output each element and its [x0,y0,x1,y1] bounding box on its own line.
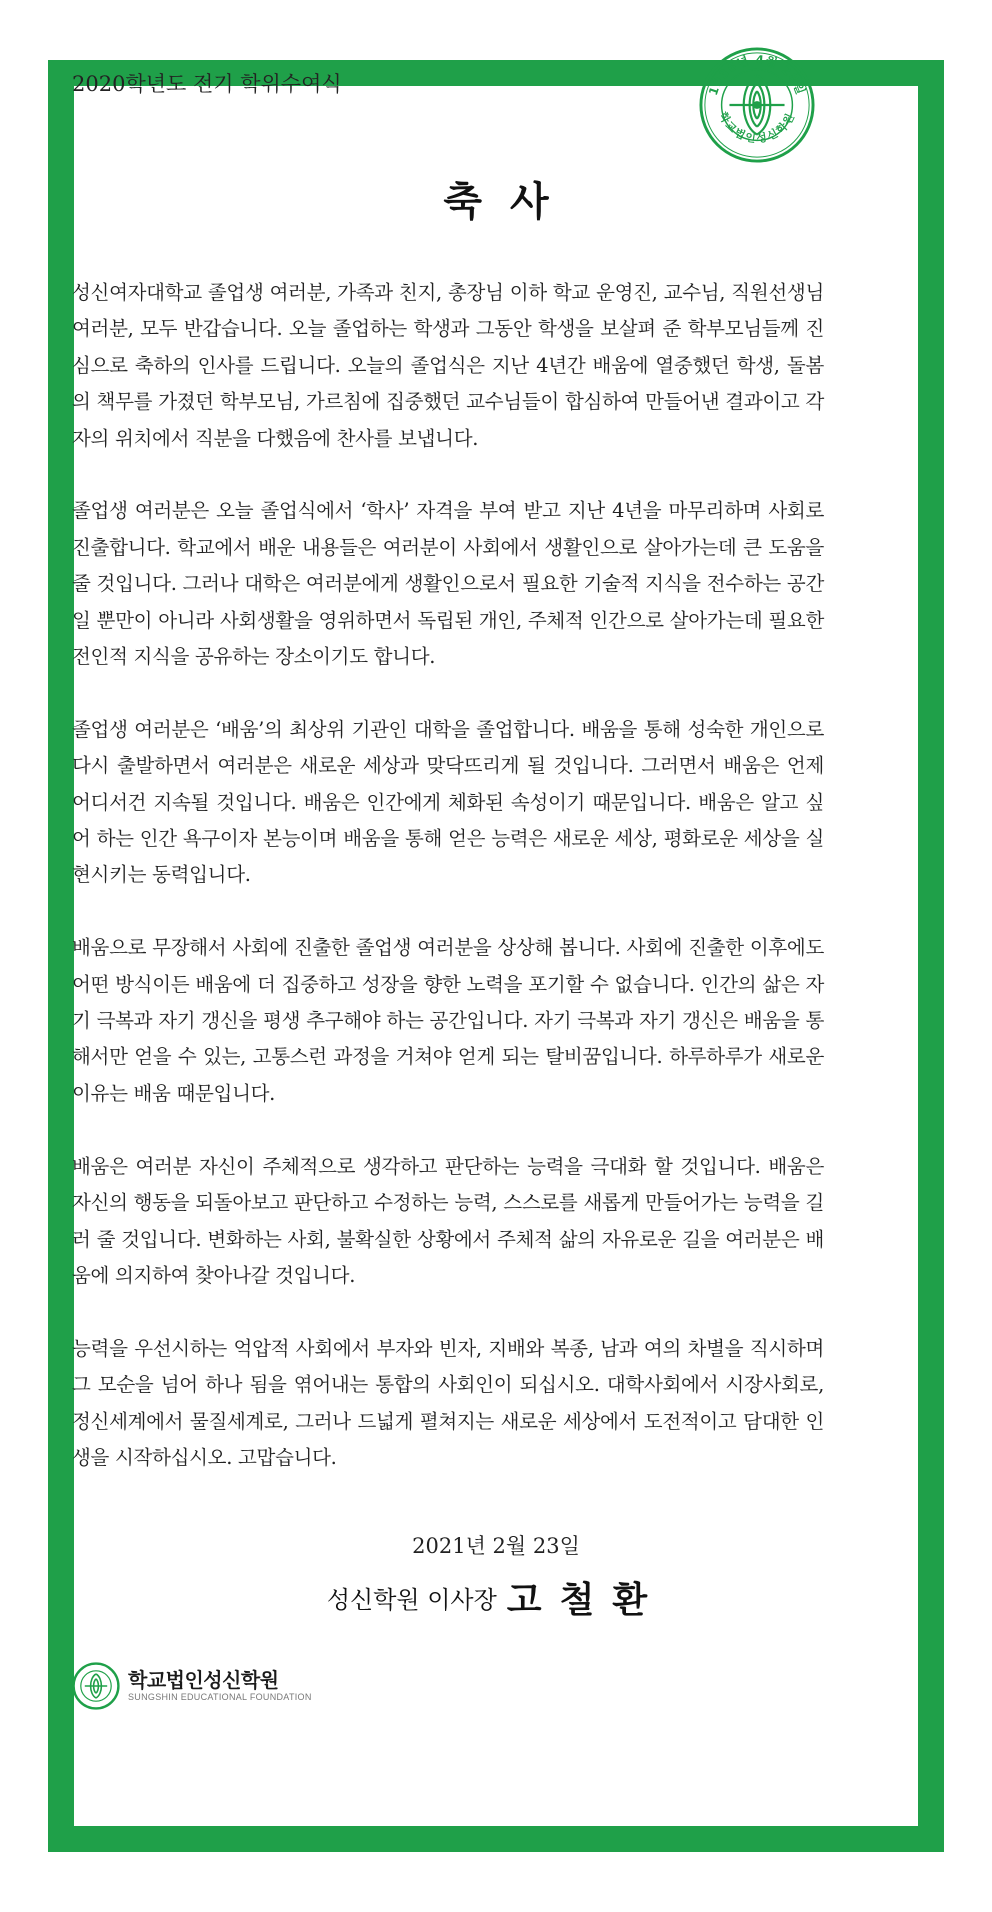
svg-text:학교법인성신학원 [716,109,798,146]
seal-ring-text: 1936년 4월 28일 [705,52,809,98]
signature-block [0,1572,992,1623]
ceremony-title: 2020학년도 전기 학위수여식 [72,72,342,96]
letter-body [72,275,824,1513]
footer-foundation-name: 학교법인성신학원 [128,1668,279,1692]
paragraph: 배움은 여러분 자신이 주체적으로 생각하고 판단하는 능력을 극대화 할 것입니다. 배움은 자신의 행동을 되돌아보고 판단하고 수정하는 능력, 스스로를 새롭게 만들어가는 능력을 길러 줄 것입니다. 변화하는 사회, 불확실한 상황에서 주체적 삶의 자유로운 길을 여러분은 배움에 의지하여 찾아나갈 것입니다. [72,1154,824,1287]
signer-name: 고철환 [506,1579,666,1621]
paragraph: 배움으로 무장해서 사회에 진출한 졸업생 여러분을 상상해 봅니다. 사회에 진출한 이후에도 어떤 방식이든 배움에 더 집중하고 성장을 향한 노력을 포기할 수 없습니다. 인간의 삶은 자기 극복과 자기 갱신을 평생 추구해야 하는 공간입니다. 자기 극복과 자기 갱신은 배움을 통해서만 얻을 수 있는, 고통스런 과정을 거쳐야 얻게 되는 탈비꿈입니다. 하루하루가 새로운 이유는 배움 때문입니다. [72,936,824,1105]
letter-date: 2021년 2월 23일 [412,1534,580,1558]
signer-role: 성신학원 이사장 [326,1586,497,1614]
seal-bottom-text: 학교법인성신학원 [716,109,798,146]
foundation-emblem-icon [72,1662,120,1710]
foundation-seal-icon [698,46,816,164]
paragraph: 능력을 우선시하는 억압적 사회에서 부자와 빈자, 지배와 복종, 남과 여의 차별을 직시하며 그 모순을 넘어 하나 됨을 엮어내는 통합의 사회인이 되십시오. 대학사회에서 시장사회로, 정신세계에서 물질세계로, 그러나 드넓게 펼쳐지는 새로운 세상에서 도전적이고 담대한 인생을 시작하십시오. 고맙습니다. [72,1336,824,1469]
svg-text:1936년 4월 28일 [706,53,808,98]
footer-foundation-english: SUNGSHIN EDUCATIONAL FOUNDATION [128,1692,312,1702]
paragraph: 졸업생 여러분은 ‘배움’의 최상위 기관인 대학을 졸업합니다. 배움을 통해 성숙한 개인으로 다시 출발하면서 여러분은 새로운 세상과 맞닥뜨리게 될 것입니다. 그러면서 배움은 언제 어디서건 지속될 것입니다. 배움은 인간에게 체화된 속성이기 때문입니다. 배움은 알고 싶어 하는 인간 욕구이자 본능이며 배움을 통해 얻은 능력은 새로운 세상, 평화로운 세상을 실현시키는 동력입니다. [72,717,824,887]
footer-logo [72,1662,312,1710]
document-heading: 축사 [443,178,577,225]
paragraph: 성신여자대학교 졸업생 여러분, 가족과 친지, 총장님 이하 학교 운영진, 교수님, 직원선생님 여러분, 모두 반갑습니다. 오늘 졸업하는 학생과 그동안 학생을 보살펴 준 학부모님들께 진심으로 축하의 인사를 드립니다. 오늘의 졸업식은 지난 4년간 배움에 열중했던 학생, 돌봄의 책무를 가졌던 학부모님, 가르침에 집중했던 교수님들이 합심하여 만들어낸 결과이고 각자의 위치에서 직분을 다했음에 찬사를 보냅니다. [72,281,824,450]
paragraph: 졸업생 여러분은 오늘 졸업식에서 ‘학사’ 자격을 부여 받고 지난 4년을 마무리하며 사회로 진출합니다. 학교에서 배운 내용들은 여러분이 사회에서 생활인으로 살아가는데 큰 도움을 줄 것입니다. 그러나 대학은 여러분에게 생활인으로서 필요한 기술적 지식을 전수하는 공간일 뿐만이 아니라 사회생활을 영위하면서 독립된 개인, 주체적 인간으로 살아가는데 필요한 전인적 지식을 공유하는 장소이기도 합니다. [72,499,824,669]
